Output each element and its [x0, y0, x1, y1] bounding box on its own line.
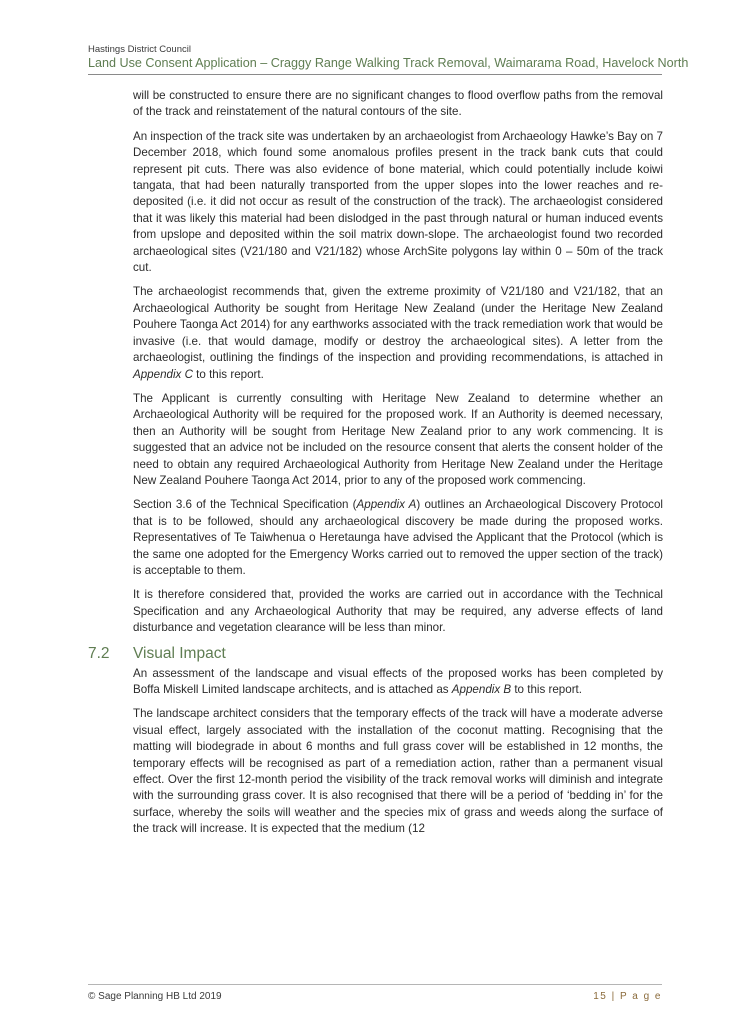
page-number: 15 | P a g e [593, 991, 662, 1002]
appendix-reference: Appendix A [356, 498, 417, 512]
section-number: 7.2 [88, 644, 110, 662]
appendix-reference: Appendix C [133, 367, 193, 381]
paragraph: Section 3.6 of the Technical Specification (Appendix A) outlines an Archaeological Discovery Protocol that is to be followed, should any archaeological discovery be made during the proposed works. Representatives of Te Taiwhenua o Heretaunga have advised the Applicant that the Protocol (which is the same one adopted for the Emergency Works carried out to removed the upper section of the track) is acceptable to them. [133, 498, 663, 577]
paragraph: The archaeologist recommends that, given the extreme proximity of V21/180 and V21/182, that an Archaeological Authority be sought from Heritage New Zealand (under the Heritage New Zealand Pouhere Taonga Act 2014) for any earthworks associated with the track remediation work that would be invasive (i.e. that would damage, modify or destroy the archaeological sites). A letter from the archaeologist, outlining the findings of the inspection and providing recommendations, is attached in Appendix C to this report. [133, 285, 663, 381]
appendix-reference: Appendix B [451, 683, 512, 696]
paragraph: will be constructed to ensure there are no significant changes to flood overflow paths from the removal of the track and reinstatement of the natural contours of the site. [133, 89, 663, 119]
paragraph: It is therefore considered that, provided the works are carried out in accordance with the Technical Specification and any Archaeological Authority that may be required, any adverse effects of land disturbance and vegetation clearance will be less than minor. [133, 588, 663, 635]
page-footer [88, 984, 662, 1002]
paragraph: The landscape architect considers that the temporary effects of the track will have a moderate adverse visual effect, largely associated with the installation of the coconut matting. Recognising that the matting will biodegrade in about 6 months and full grass cover will be established in 12 months, the temporary effects will be recognised as part of a remediation action, rather than a permanent visual effect. Over the first 12-month period the visibility of the track removal works will diminish and integrate with the surrounding grass cover. It is also recognised that there will be a period of ‘bedding in’ for the surface, whereby the soils will weather and the species mix of grass and weeds along the surface of the track will increase. It is expected that the medium (12 [133, 707, 663, 836]
page-header [88, 44, 689, 75]
paragraph: An inspection of the track site was undertaken by an archaeologist from Archaeology Hawke’s Bay on 7 December 2018, which found some anomalous profiles present in the track bank cuts that could represent pit cuts. There was also evidence of bone material, which could potentially include koiwi tangata, that had been naturally transported from the upper slopes into the lower reaches and re-deposited (i.e. it did not occur as result of the construction of the track). The archaeologist considered that it was likely this material had been dislodged in the past through natural or human induced events from upslope and deposited within the soil matrix down-slope. The archaeologist found two recorded archaeological sites (V21/180 and V21/182) whose ArchSite polygons lay within 0 – 50m of the track cut. [133, 129, 663, 275]
header-organization: Hastings District Council [88, 44, 191, 55]
section-heading [88, 645, 663, 663]
copyright: © Sage Planning HB Ltd 2019 [88, 991, 222, 1002]
header-title: Land Use Consent Application – Craggy Range Walking Track Removal, Waimarama Road, Havelock North [88, 56, 689, 70]
paragraph: An assessment of the landscape and visual effects of the proposed works has been completed by Boffa Miskell Limited landscape architects, and is attached as Appendix B to this report. [133, 666, 663, 696]
section-title: Visual Impact [133, 644, 226, 662]
document-body [88, 88, 663, 846]
paragraph: The Applicant is currently consulting with Heritage New Zealand to determine whether an Archaeological Authority will be required for the proposed work. If an Authority is deemed necessary, then an Authority will be sought from Heritage New Zealand prior to any work commencing. It is suggested that an advice not be included on the resource consent that alerts the consent holder of the need to obtain any required Archaeological Authority from Heritage New Zealand under the Heritage New Zealand Pouhere Taonga Act 2014, prior to any of the proposed work commencing. [133, 391, 663, 487]
